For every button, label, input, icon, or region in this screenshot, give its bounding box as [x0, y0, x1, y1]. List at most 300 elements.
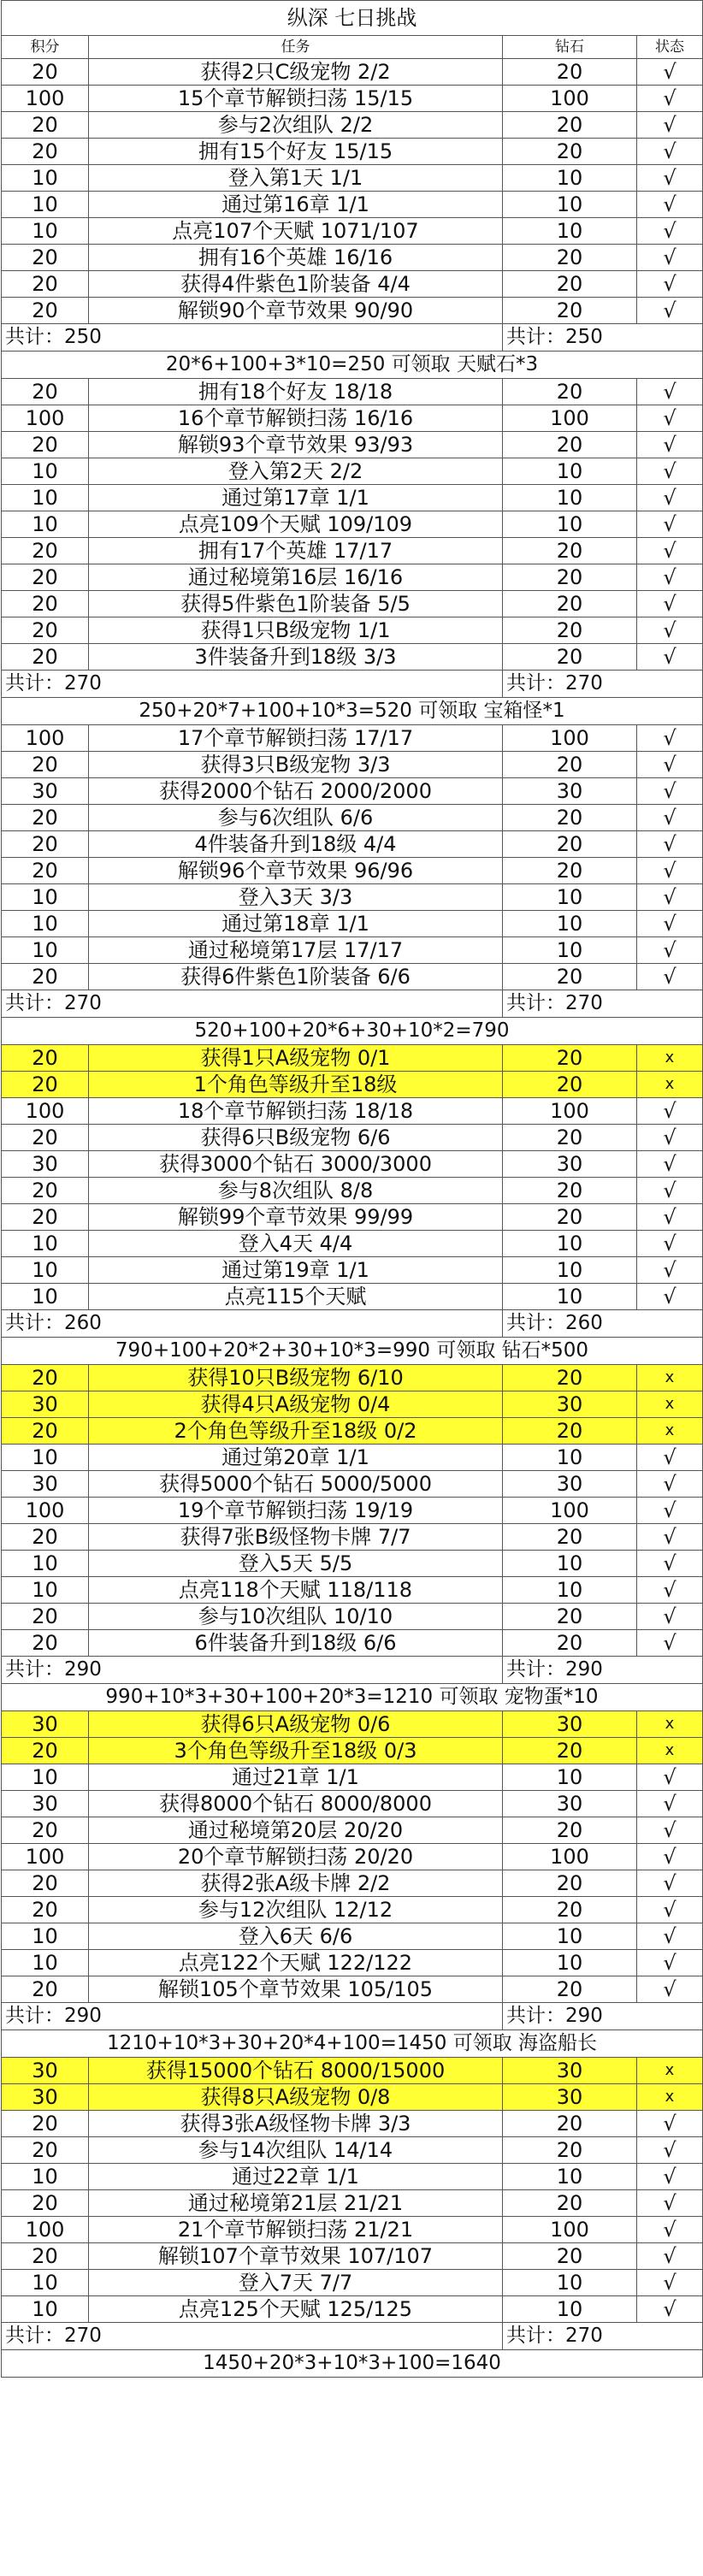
status-mark: √ — [637, 2137, 703, 2164]
points-cell: 30 — [2, 778, 89, 805]
points-cell: 20 — [2, 2137, 89, 2164]
diamonds-cell: 10 — [503, 511, 637, 538]
diamonds-cell: 30 — [503, 778, 637, 805]
task-row-incomplete — [2, 1365, 703, 1391]
task-cell: 点亮122个天赋 122/122 — [89, 1950, 503, 1976]
diamonds-cell: 20 — [503, 2111, 637, 2137]
status-mark: √ — [637, 59, 703, 86]
diamonds-cell: 20 — [503, 1125, 637, 1151]
task-row — [2, 591, 703, 617]
diamonds-cell: 100 — [503, 725, 637, 752]
points-cell: 20 — [2, 432, 89, 458]
task-cell: 2个角色等级升至18级 0/2 — [89, 1418, 503, 1445]
status-mark: √ — [637, 245, 703, 271]
points-cell: 10 — [2, 1551, 89, 1577]
points-cell: 20 — [2, 1072, 89, 1098]
diamonds-cell: 10 — [503, 218, 637, 245]
day-total-row — [2, 324, 703, 352]
task-row — [2, 458, 703, 485]
task-row — [2, 1630, 703, 1657]
status-mark: √ — [637, 1151, 703, 1178]
task-cell: 点亮115个天赋 — [89, 1284, 503, 1310]
task-cell: 登入第1天 1/1 — [89, 165, 503, 192]
task-cell: 17个章节解锁扫荡 17/17 — [89, 725, 503, 752]
task-row — [2, 86, 703, 112]
diamonds-cell: 10 — [503, 485, 637, 511]
total-diamonds-value: 270 — [565, 672, 603, 694]
points-cell: 20 — [2, 617, 89, 644]
task-row-incomplete — [2, 1418, 703, 1445]
total-points-cell — [2, 990, 503, 1018]
diamonds-cell: 100 — [503, 86, 637, 112]
points-cell: 20 — [2, 1178, 89, 1204]
diamonds-cell: 100 — [503, 405, 637, 432]
status-mark: x — [637, 1365, 703, 1391]
task-cell: 通过第17章 1/1 — [89, 485, 503, 511]
points-cell: 20 — [2, 964, 89, 990]
diamonds-cell: 20 — [503, 617, 637, 644]
total-label: 共计： — [506, 1312, 565, 1334]
task-row — [2, 1445, 703, 1471]
status-mark: √ — [637, 1577, 703, 1604]
status-mark: √ — [637, 2243, 703, 2270]
day-summary-row — [2, 1338, 703, 1365]
day-total-row — [2, 1657, 703, 1684]
day-summary-row — [2, 2350, 703, 2378]
diamonds-cell: 20 — [503, 1976, 637, 2003]
diamonds-cell: 100 — [503, 1098, 637, 1125]
task-cell: 参与14次组队 14/14 — [89, 2137, 503, 2164]
task-cell: 获得3张A级怪物卡牌 3/3 — [89, 2111, 503, 2137]
status-mark: √ — [637, 379, 703, 405]
total-points-value: 270 — [64, 2325, 102, 2347]
status-mark: √ — [637, 564, 703, 591]
task-cell: 通过22章 1/1 — [89, 2164, 503, 2190]
total-points-value: 260 — [64, 1312, 102, 1334]
points-cell: 20 — [2, 1738, 89, 1764]
total-label: 共计： — [506, 1658, 565, 1681]
points-cell: 30 — [2, 1151, 89, 1178]
diamonds-cell: 10 — [503, 1551, 637, 1577]
summary-cell: 990+10*3+30+100+20*3=1210 可领取 宠物蛋*10 — [2, 1684, 703, 1711]
status-mark: x — [637, 2058, 703, 2084]
task-cell: 4件装备升到18级 4/4 — [89, 831, 503, 858]
points-cell: 10 — [2, 1923, 89, 1950]
status-mark: √ — [637, 1178, 703, 1204]
total-diamonds-value: 270 — [565, 992, 603, 1014]
task-row — [2, 485, 703, 511]
day-summary-row — [2, 352, 703, 379]
diamonds-cell: 30 — [503, 1471, 637, 1498]
points-cell: 20 — [2, 1976, 89, 2003]
total-label: 共计： — [506, 326, 565, 348]
task-cell: 解锁93个章节效果 93/93 — [89, 432, 503, 458]
task-row — [2, 805, 703, 831]
diamonds-cell: 30 — [503, 1391, 637, 1418]
task-row — [2, 511, 703, 538]
task-row — [2, 752, 703, 778]
points-cell: 30 — [2, 1391, 89, 1418]
diamonds-cell: 30 — [503, 2058, 637, 2084]
diamonds-cell: 20 — [503, 2190, 637, 2217]
day-total-row — [2, 2003, 703, 2030]
total-points-value: 290 — [64, 1658, 102, 1681]
status-mark: √ — [637, 432, 703, 458]
task-cell: 获得5件紫色1阶装备 5/5 — [89, 591, 503, 617]
task-row — [2, 1524, 703, 1551]
task-row — [2, 1604, 703, 1630]
task-cell: 21个章节解锁扫荡 21/21 — [89, 2217, 503, 2243]
task-row — [2, 725, 703, 752]
diamonds-cell: 20 — [503, 59, 637, 86]
task-cell: 登入6天 6/6 — [89, 1923, 503, 1950]
task-row — [2, 2243, 703, 2270]
total-label: 共计： — [506, 992, 565, 1014]
status-mark: √ — [637, 405, 703, 432]
status-mark: √ — [637, 805, 703, 831]
column-header-status: 状态 — [637, 36, 703, 59]
status-mark: √ — [637, 1098, 703, 1125]
diamonds-cell: 10 — [503, 2164, 637, 2190]
task-row-incomplete — [2, 1045, 703, 1072]
task-cell: 参与12次组队 12/12 — [89, 1897, 503, 1923]
points-cell: 10 — [2, 1257, 89, 1284]
diamonds-cell: 30 — [503, 2084, 637, 2111]
status-mark: √ — [637, 1604, 703, 1630]
task-cell: 获得3000个钻石 3000/3000 — [89, 1151, 503, 1178]
diamonds-cell: 30 — [503, 1791, 637, 1817]
task-cell: 登入7天 7/7 — [89, 2270, 503, 2296]
task-row — [2, 1284, 703, 1310]
task-row — [2, 1178, 703, 1204]
status-mark: √ — [637, 2164, 703, 2190]
task-cell: 通过秘境第20层 20/20 — [89, 1817, 503, 1844]
diamonds-cell: 10 — [503, 1577, 637, 1604]
points-cell: 20 — [2, 2243, 89, 2270]
task-row — [2, 1764, 703, 1791]
task-row — [2, 112, 703, 139]
task-row — [2, 911, 703, 937]
total-diamonds-value: 290 — [565, 2005, 603, 2027]
task-cell: 获得2只C级宠物 2/2 — [89, 59, 503, 86]
status-mark: √ — [637, 298, 703, 324]
task-cell: 点亮125个天赋 125/125 — [89, 2296, 503, 2323]
total-points-cell — [2, 671, 503, 698]
task-cell: 解锁96个章节效果 96/96 — [89, 858, 503, 884]
status-mark: √ — [637, 1817, 703, 1844]
points-cell: 20 — [2, 271, 89, 298]
task-cell: 拥有16个英雄 16/16 — [89, 245, 503, 271]
task-row — [2, 2111, 703, 2137]
points-cell: 20 — [2, 831, 89, 858]
points-cell: 10 — [2, 911, 89, 937]
task-cell: 通过秘境第16层 16/16 — [89, 564, 503, 591]
diamonds-cell: 10 — [503, 937, 637, 964]
task-cell: 参与2次组队 2/2 — [89, 112, 503, 139]
task-row — [2, 2137, 703, 2164]
task-row — [2, 192, 703, 218]
page-title: 纵深 七日挑战 — [2, 1, 703, 36]
status-mark: √ — [637, 1231, 703, 1257]
task-cell: 解锁105个章节效果 105/105 — [89, 1976, 503, 2003]
total-diamonds-value: 290 — [565, 1658, 603, 1681]
total-diamonds-cell — [503, 324, 703, 352]
task-row-incomplete — [2, 1738, 703, 1764]
status-mark: √ — [637, 1764, 703, 1791]
diamonds-cell: 20 — [503, 1630, 637, 1657]
diamonds-cell: 20 — [503, 591, 637, 617]
points-cell: 30 — [2, 1711, 89, 1738]
total-label: 共计： — [5, 1312, 64, 1334]
points-cell: 20 — [2, 59, 89, 86]
diamonds-cell: 10 — [503, 2270, 637, 2296]
diamonds-cell: 20 — [503, 139, 637, 165]
status-mark: √ — [637, 538, 703, 564]
status-mark: √ — [637, 1897, 703, 1923]
points-cell: 10 — [2, 192, 89, 218]
task-row — [2, 1817, 703, 1844]
task-row — [2, 644, 703, 671]
diamonds-cell: 20 — [503, 644, 637, 671]
diamonds-cell: 20 — [503, 538, 637, 564]
total-points-cell — [2, 2003, 503, 2030]
points-cell: 10 — [2, 1231, 89, 1257]
status-mark: √ — [637, 1257, 703, 1284]
points-cell: 10 — [2, 2164, 89, 2190]
status-mark: √ — [637, 1445, 703, 1471]
summary-cell: 1210+10*3+30+20*4+100=1450 可领取 海盗船长 — [2, 2030, 703, 2058]
status-mark: √ — [637, 1950, 703, 1976]
task-cell: 通过21章 1/1 — [89, 1764, 503, 1791]
day-summary-row — [2, 2030, 703, 2058]
status-mark: √ — [637, 271, 703, 298]
task-row — [2, 271, 703, 298]
task-row — [2, 538, 703, 564]
status-mark: √ — [637, 778, 703, 805]
task-row — [2, 884, 703, 911]
status-mark: x — [637, 1045, 703, 1072]
status-mark: √ — [637, 2270, 703, 2296]
task-row — [2, 165, 703, 192]
status-mark: √ — [637, 725, 703, 752]
status-mark: √ — [637, 1524, 703, 1551]
status-mark: √ — [637, 1791, 703, 1817]
task-row — [2, 2217, 703, 2243]
total-diamonds-cell — [503, 1657, 703, 1684]
points-cell: 20 — [2, 2190, 89, 2217]
status-mark: x — [637, 1738, 703, 1764]
task-row — [2, 964, 703, 990]
task-cell: 解锁107个章节效果 107/107 — [89, 2243, 503, 2270]
summary-cell: 1450+20*3+10*3+100=1640 — [2, 2350, 703, 2378]
task-cell: 解锁99个章节效果 99/99 — [89, 1204, 503, 1231]
points-cell: 20 — [2, 1870, 89, 1897]
task-cell: 获得6只A级宠物 0/6 — [89, 1711, 503, 1738]
points-cell: 10 — [2, 458, 89, 485]
task-cell: 16个章节解锁扫荡 16/16 — [89, 405, 503, 432]
diamonds-cell: 20 — [503, 1738, 637, 1764]
task-cell: 获得4只A级宠物 0/4 — [89, 1391, 503, 1418]
diamonds-cell: 20 — [503, 1204, 637, 1231]
task-cell: 获得1只A级宠物 0/1 — [89, 1045, 503, 1072]
total-points-value: 270 — [64, 672, 102, 694]
points-cell: 30 — [2, 1471, 89, 1498]
task-row — [2, 1125, 703, 1151]
points-cell: 20 — [2, 298, 89, 324]
status-mark: √ — [637, 937, 703, 964]
diamonds-cell: 10 — [503, 1764, 637, 1791]
diamonds-cell: 20 — [503, 1604, 637, 1630]
task-row — [2, 2164, 703, 2190]
column-header-points: 积分 — [2, 36, 89, 59]
status-mark: √ — [637, 617, 703, 644]
total-points-cell — [2, 2323, 503, 2350]
task-row — [2, 858, 703, 884]
task-row — [2, 617, 703, 644]
status-mark: √ — [637, 591, 703, 617]
diamonds-cell: 20 — [503, 379, 637, 405]
diamonds-cell: 20 — [503, 752, 637, 778]
total-label: 共计： — [506, 2325, 565, 2347]
diamonds-cell: 20 — [503, 2137, 637, 2164]
diamonds-cell: 20 — [503, 964, 637, 990]
day-total-row — [2, 1310, 703, 1338]
status-mark: √ — [637, 964, 703, 990]
task-cell: 登入3天 3/3 — [89, 884, 503, 911]
diamonds-cell: 100 — [503, 2217, 637, 2243]
task-row — [2, 1897, 703, 1923]
total-points-cell — [2, 1657, 503, 1684]
task-cell: 获得4件紫色1阶装备 4/4 — [89, 271, 503, 298]
points-cell: 10 — [2, 937, 89, 964]
status-mark: √ — [637, 1630, 703, 1657]
status-mark: √ — [637, 511, 703, 538]
total-label: 共计： — [5, 2325, 64, 2347]
task-row-incomplete — [2, 1072, 703, 1098]
task-row-incomplete — [2, 2084, 703, 2111]
diamonds-cell: 20 — [503, 858, 637, 884]
task-cell: 3个角色等级升至18级 0/3 — [89, 1738, 503, 1764]
status-mark: √ — [637, 112, 703, 139]
task-row-incomplete — [2, 2058, 703, 2084]
status-mark: x — [637, 1418, 703, 1445]
task-row — [2, 1551, 703, 1577]
points-cell: 20 — [2, 752, 89, 778]
summary-cell: 250+20*7+100+10*3=520 可领取 宝箱怪*1 — [2, 698, 703, 725]
points-cell: 20 — [2, 538, 89, 564]
task-cell: 获得5000个钻石 5000/5000 — [89, 1471, 503, 1498]
diamonds-cell: 20 — [503, 2243, 637, 2270]
diamonds-cell: 10 — [503, 192, 637, 218]
task-cell: 解锁90个章节效果 90/90 — [89, 298, 503, 324]
points-cell: 20 — [2, 1045, 89, 1072]
diamonds-cell: 20 — [503, 831, 637, 858]
total-points-cell — [2, 324, 503, 352]
task-cell: 获得10只B级宠物 6/10 — [89, 1365, 503, 1391]
points-cell: 100 — [2, 1098, 89, 1125]
points-cell: 20 — [2, 1365, 89, 1391]
total-diamonds-cell — [503, 2003, 703, 2030]
total-diamonds-value: 270 — [565, 2325, 603, 2347]
task-row — [2, 1098, 703, 1125]
status-mark: √ — [637, 1498, 703, 1524]
points-cell: 20 — [2, 1418, 89, 1445]
points-cell: 20 — [2, 1817, 89, 1844]
points-cell: 20 — [2, 245, 89, 271]
task-cell: 20个章节解锁扫荡 20/20 — [89, 1844, 503, 1870]
points-cell: 20 — [2, 1204, 89, 1231]
task-cell: 点亮118个天赋 118/118 — [89, 1577, 503, 1604]
status-mark: √ — [637, 644, 703, 671]
task-row — [2, 432, 703, 458]
points-cell: 10 — [2, 1577, 89, 1604]
status-mark: √ — [637, 911, 703, 937]
task-cell: 登入4天 4/4 — [89, 1231, 503, 1257]
diamonds-cell: 100 — [503, 1498, 637, 1524]
diamonds-cell: 20 — [503, 1524, 637, 1551]
task-row — [2, 1471, 703, 1498]
points-cell: 100 — [2, 725, 89, 752]
status-mark: √ — [637, 139, 703, 165]
task-row — [2, 2190, 703, 2217]
diamonds-cell: 30 — [503, 1711, 637, 1738]
task-row — [2, 245, 703, 271]
task-cell: 19个章节解锁扫荡 19/19 — [89, 1498, 503, 1524]
task-cell: 获得15000个钻石 8000/15000 — [89, 2058, 503, 2084]
task-cell: 通过第20章 1/1 — [89, 1445, 503, 1471]
task-cell: 拥有17个英雄 17/17 — [89, 538, 503, 564]
task-row — [2, 1923, 703, 1950]
status-mark: √ — [637, 218, 703, 245]
day-summary-row — [2, 1018, 703, 1045]
diamonds-cell: 20 — [503, 1365, 637, 1391]
points-cell: 100 — [2, 1498, 89, 1524]
total-points-cell — [2, 1310, 503, 1338]
task-row — [2, 1498, 703, 1524]
diamonds-cell: 20 — [503, 1870, 637, 1897]
points-cell: 20 — [2, 2111, 89, 2137]
total-label: 共计： — [5, 2005, 64, 2027]
task-cell: 参与6次组队 6/6 — [89, 805, 503, 831]
diamonds-cell: 10 — [503, 1923, 637, 1950]
points-cell: 10 — [2, 1950, 89, 1976]
points-cell: 20 — [2, 1524, 89, 1551]
status-mark: √ — [637, 1551, 703, 1577]
points-cell: 20 — [2, 1897, 89, 1923]
task-row-incomplete — [2, 1391, 703, 1418]
points-cell: 100 — [2, 1844, 89, 1870]
diamonds-cell: 20 — [503, 1178, 637, 1204]
status-mark: √ — [637, 485, 703, 511]
status-mark: √ — [637, 1844, 703, 1870]
challenge-table — [1, 0, 703, 2378]
task-cell: 获得1只B级宠物 1/1 — [89, 617, 503, 644]
task-cell: 1个角色等级升至18级 — [89, 1072, 503, 1098]
task-row — [2, 564, 703, 591]
status-mark: x — [637, 1711, 703, 1738]
task-cell: 点亮109个天赋 109/109 — [89, 511, 503, 538]
task-row — [2, 1791, 703, 1817]
status-mark: √ — [637, 1923, 703, 1950]
points-cell: 20 — [2, 591, 89, 617]
task-row — [2, 1231, 703, 1257]
diamonds-cell: 20 — [503, 245, 637, 271]
points-cell: 10 — [2, 218, 89, 245]
column-header-diamonds: 钻石 — [503, 36, 637, 59]
day-total-row — [2, 2323, 703, 2350]
points-cell: 100 — [2, 405, 89, 432]
points-cell: 20 — [2, 858, 89, 884]
